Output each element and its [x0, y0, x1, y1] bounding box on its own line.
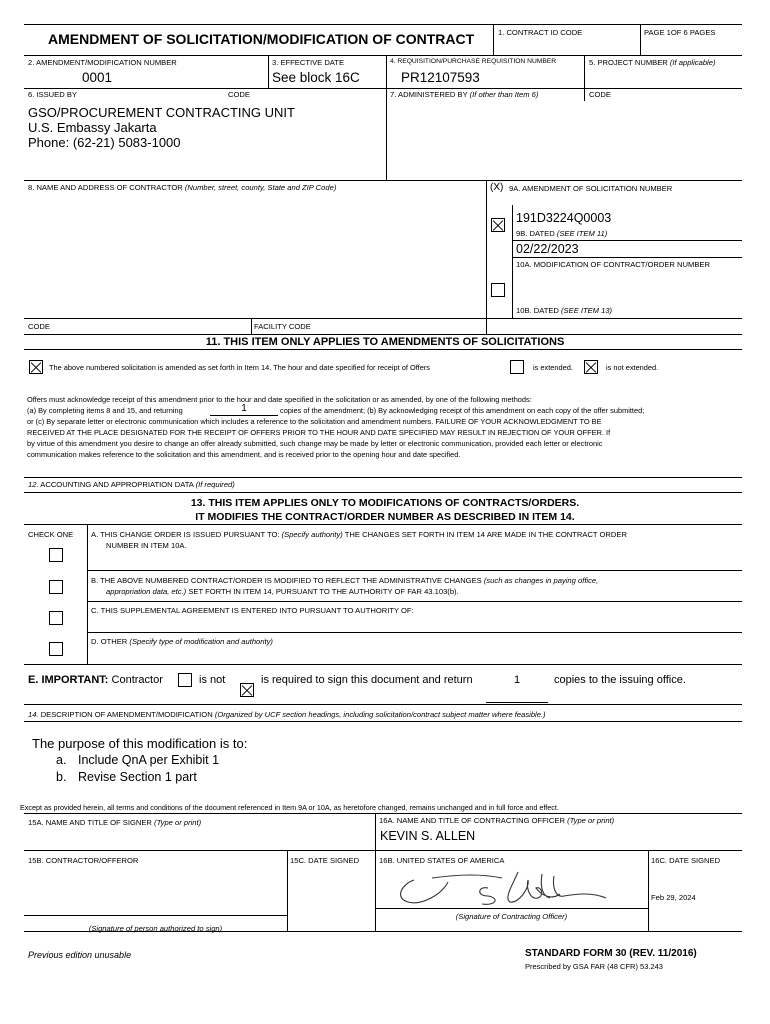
- is-required-checkbox[interactable]: [240, 683, 254, 697]
- option-c-checkbox[interactable]: [49, 611, 63, 625]
- rule: [24, 349, 742, 350]
- rule-top: [24, 24, 742, 25]
- option-a-note: (Specify authority): [281, 530, 343, 539]
- option-b-text-line2: [106, 587, 459, 596]
- description-label-text: DESCRIPTION OF AMENDMENT/MODIFICATION: [40, 710, 213, 719]
- administered-by-label-note: (If other than Item 6): [469, 90, 539, 99]
- rule: [512, 257, 742, 258]
- dated-label: [516, 229, 607, 238]
- not-extended-checkbox[interactable]: [584, 360, 598, 374]
- x-marker: (X): [490, 182, 504, 193]
- amendment-solicitation-label: 9A. AMENDMENT OF SOLICITATION NUMBER: [509, 184, 673, 193]
- important-line: [28, 674, 163, 686]
- return-copies-underline: [486, 702, 548, 703]
- rule: [486, 180, 487, 334]
- solicitation-number-value: 191D3224Q0003: [516, 211, 612, 225]
- dated-value: 02/22/2023: [516, 242, 579, 256]
- important-label: E. IMPORTANT:: [28, 674, 109, 686]
- issued-by-label: 6. ISSUED BY: [28, 90, 77, 99]
- option-a-text-1: A. THIS CHANGE ORDER IS ISSUED PURSUANT TO:: [91, 530, 280, 539]
- option-b-note-1: (such as changes in paying office,: [483, 576, 599, 585]
- rule: [640, 24, 641, 55]
- contractor-label-note: (Number, street, county, State and ZIP Code): [184, 183, 337, 192]
- administered-by-label-text: 7. ADMINISTERED BY: [390, 90, 468, 99]
- effective-date-value: See block 16C: [272, 70, 360, 85]
- requisition-label: 4. REQUISITION/PURCHASE REQUISITION NUMBER: [390, 58, 557, 65]
- previous-edition-note: Previous edition unusable: [28, 950, 132, 960]
- item11-paragraph: RECEIVED AT THE PLACE DESIGNATED FOR THE RECEIPT OF OFFERS PRIOR TO THE HOUR AND DATE SPECIFIED MAY RESULT IN REJECTION OF YOUR OFFER. If: [27, 428, 611, 437]
- officer-name-label-text: 16A. NAME AND TITLE OF CONTRACTING OFFICER: [379, 816, 565, 825]
- accounting-label-text: ACCOUNTING AND APPROPRIATION DATA: [40, 480, 194, 489]
- item13-heading1: 13. THIS ITEM APPLIES ONLY TO MODIFICATIONS OF CONTRACTS/ORDERS.: [190, 497, 580, 509]
- contractor-code-label: CODE: [28, 322, 50, 331]
- contractor-date-label: 15C. DATE SIGNED: [290, 856, 360, 865]
- signer-name-label: [28, 818, 201, 827]
- item11-line1: The above numbered solicitation is amended as set forth in Item 14. The hour and date specified for receipt of Offers: [49, 363, 430, 372]
- rule: [24, 915, 287, 916]
- officer-signature-caption: (Signature of Contracting Officer): [455, 912, 568, 921]
- option-b-text-1: B. THE ABOVE NUMBERED CONTRACT/ORDER IS MODIFIED TO REFLECT THE ADMINISTRATIVE CHANGES: [91, 576, 482, 585]
- issued-by-address: [28, 105, 295, 150]
- issued-by-line: Phone: (62-21) 5083-1000: [28, 135, 181, 150]
- rule: [648, 850, 649, 931]
- item11-paragraph: or (c) By separate letter or electronic communication which includes a reference to the solicitation and amendment numbers. FAILURE OF YOUR ACKNOWLEDGMENT TO BE: [27, 417, 602, 426]
- is-required-label: is required to sign this document and return: [261, 674, 473, 686]
- issued-by-line: GSO/PROCUREMENT CONTRACTING UNIT: [28, 105, 295, 120]
- issued-by-code-label: CODE: [228, 90, 250, 99]
- copies-label: copies to the issuing office.: [554, 674, 686, 686]
- contractor-label-text: 8. NAME AND ADDRESS OF CONTRACTOR: [28, 183, 183, 192]
- rule: [87, 524, 88, 664]
- purpose-item-letter: b.: [56, 770, 67, 784]
- purpose-item-letter: a.: [56, 753, 67, 767]
- option-a-text-3: NUMBER IN ITEM 10A.: [106, 541, 187, 550]
- form-title: AMENDMENT OF SOLICITATION/MODIFICATION OF CONTRACT: [48, 31, 475, 47]
- dated-label-text: 9B. DATED: [516, 229, 555, 238]
- rule: [87, 570, 742, 571]
- issued-by-line: U.S. Embassy Jakarta: [28, 120, 157, 135]
- rule: [24, 334, 742, 335]
- rule: [24, 664, 742, 665]
- important-contractor: Contractor: [111, 674, 163, 686]
- option-d-note: (Specify type of modification and authority): [129, 637, 273, 646]
- contractor-label: [28, 183, 336, 192]
- page-count: PAGE 1OF 6 PAGES: [644, 28, 716, 37]
- rule: [24, 813, 742, 814]
- item13-heading2: IT MODIFIES THE CONTRACT/ORDER NUMBER AS DESCRIBED IN ITEM 14.: [195, 511, 575, 523]
- rule: [512, 205, 513, 318]
- is-not-label: is not: [199, 674, 226, 686]
- item11-heading: 11. THIS ITEM ONLY APPLIES TO AMENDMENTS OF SOLICITATIONS: [205, 336, 565, 348]
- rule: [268, 55, 269, 88]
- usa-label: 16B. UNITED STATES OF AMERICA: [379, 856, 505, 865]
- returned-copies-value: 1: [241, 403, 247, 414]
- rule: [24, 55, 742, 56]
- modification-purpose: The purpose of this modification is to:: [32, 736, 248, 751]
- prescribed-note: Prescribed by GSA FAR (48 CFR) 53.243: [525, 962, 663, 971]
- officer-date-label: 16C. DATE SIGNED: [651, 856, 721, 865]
- rule: [24, 524, 742, 525]
- option-a-text-2: THE CHANGES SET FORTH IN ITEM 14 ARE MADE IN THE CONTRACT ORDER: [344, 530, 627, 539]
- project-number-label: [589, 58, 715, 67]
- return-copies-value: 1: [513, 674, 521, 686]
- rule: [386, 55, 387, 180]
- item11-paragraph: Offers must acknowledge receipt of this amendment prior to the hour and date specified in the solicitation or as amended, by one of the following methods:: [27, 395, 532, 404]
- option-d-text: [91, 637, 273, 646]
- option-a-checkbox[interactable]: [49, 548, 63, 562]
- contractor-offeror-label: 15B. CONTRACTOR/OFFEROR: [28, 856, 139, 865]
- form-number: STANDARD FORM 30 (REV. 11/2016): [525, 948, 697, 959]
- modification-checkbox[interactable]: [491, 283, 505, 297]
- rule: [24, 704, 742, 705]
- rule: [24, 492, 742, 493]
- item11-paragraph: by virtue of this amendment you desire to change an offer already submitted, such change may be made by letter or electronic communication, provided each letter or electronic: [27, 439, 603, 448]
- effective-date-label: 3. EFFECTIVE DATE: [272, 58, 345, 67]
- accounting-number: 12.: [28, 480, 39, 489]
- rule: [512, 240, 742, 241]
- project-number-label-text: 5. PROJECT NUMBER: [589, 58, 668, 67]
- rule: [24, 88, 386, 89]
- rule: [375, 908, 648, 909]
- description-label: [28, 710, 546, 719]
- is-not-checkbox[interactable]: [178, 673, 192, 687]
- modification-dated-label-text: 10B. DATED: [516, 306, 559, 315]
- description-label-note: (Organized by UCF section headings, including solicitation/contract subject matter where feasible.): [214, 710, 546, 719]
- rule: [493, 24, 494, 55]
- administered-by-code-label: CODE: [589, 90, 611, 99]
- item11-paragraph: (a) By completing items 8 and 15, and returning: [27, 406, 183, 415]
- rule: [386, 88, 742, 89]
- officer-name-label-note: (Type or print): [567, 816, 615, 825]
- item11-paragraph: copies of the amendment; (b) By acknowledging receipt of this amendment on each copy of the offer submitted;: [280, 406, 645, 415]
- accounting-label: [28, 480, 235, 489]
- officer-date-value: Feb 29, 2024: [651, 893, 696, 902]
- rule: [24, 318, 486, 319]
- rule: [87, 632, 742, 633]
- dated-label-note: (SEE ITEM 11): [556, 229, 608, 238]
- officer-signature: [392, 866, 612, 908]
- modification-dated-label: [516, 306, 612, 315]
- purpose-item-text: Revise Section 1 part: [78, 770, 197, 784]
- option-d-checkbox[interactable]: [49, 642, 63, 656]
- amendment-number-label: 2. AMENDMENT/MODIFICATION NUMBER: [28, 58, 177, 67]
- requisition-value: PR12107593: [401, 70, 480, 85]
- rule: [486, 318, 742, 319]
- rule: [87, 601, 742, 602]
- option-b-text: [91, 576, 598, 585]
- officer-name-label: [379, 816, 614, 825]
- person-signature-caption: (Signature of person authorized to sign): [88, 924, 223, 933]
- amendment-number-value: 0001: [82, 70, 113, 85]
- modification-dated-label-note: (SEE ITEM 13): [561, 306, 613, 315]
- purpose-item-text: Include QnA per Exhibit 1: [78, 753, 220, 767]
- description-number: 14.: [28, 710, 39, 719]
- accounting-label-note: (If required): [195, 480, 235, 489]
- option-b-text-2: SET FORTH IN ITEM 14, PURSUANT TO THE AUTHORITY OF FAR 43.103(b).: [188, 587, 459, 596]
- officer-name-value: KEVIN S. ALLEN: [380, 829, 476, 843]
- modification-number-label: 10A. MODIFICATION OF CONTRACT/ORDER NUMBER: [516, 260, 710, 269]
- project-number-label-note: (If applicable): [669, 58, 716, 67]
- rule: [24, 850, 742, 851]
- rule: [24, 477, 742, 478]
- rule: [251, 318, 252, 334]
- signer-name-label-text: 15A. NAME AND TITLE OF SIGNER: [28, 818, 152, 827]
- amended-checkbox[interactable]: [29, 360, 43, 374]
- except-statement: Except as provided herein, all terms and conditions of the document referenced in Item 9A or 10A, as heretofore changed, remains unchanged and in full force and effect.: [20, 803, 559, 812]
- amendment-solicitation-checkbox[interactable]: [491, 218, 505, 232]
- option-d-text-1: D. OTHER: [91, 637, 128, 646]
- extended-checkbox[interactable]: [510, 360, 524, 374]
- option-b-checkbox[interactable]: [49, 580, 63, 594]
- rule: [287, 850, 288, 931]
- extended-label: is extended.: [533, 363, 573, 372]
- not-extended-label: is not extended.: [606, 363, 659, 372]
- rule: [584, 55, 585, 101]
- rule: [24, 180, 742, 181]
- check-one-label: CHECK ONE: [28, 530, 74, 539]
- contract-id-label: 1. CONTRACT ID CODE: [498, 28, 583, 37]
- rule: [24, 721, 742, 722]
- option-a-text: [91, 530, 627, 539]
- item11-paragraph: communication makes reference to the solicitation and this amendment, and is received prior to the opening hour and date specified.: [27, 450, 461, 459]
- administered-by-label: [390, 90, 538, 99]
- signer-name-label-note: (Type or print): [154, 818, 202, 827]
- option-c-text: C. THIS SUPPLEMENTAL AGREEMENT IS ENTERED INTO PURSUANT TO AUTHORITY OF:: [91, 606, 414, 615]
- option-b-note-2: appropriation data, etc.): [106, 587, 187, 596]
- facility-code-label: FACILITY CODE: [254, 322, 311, 331]
